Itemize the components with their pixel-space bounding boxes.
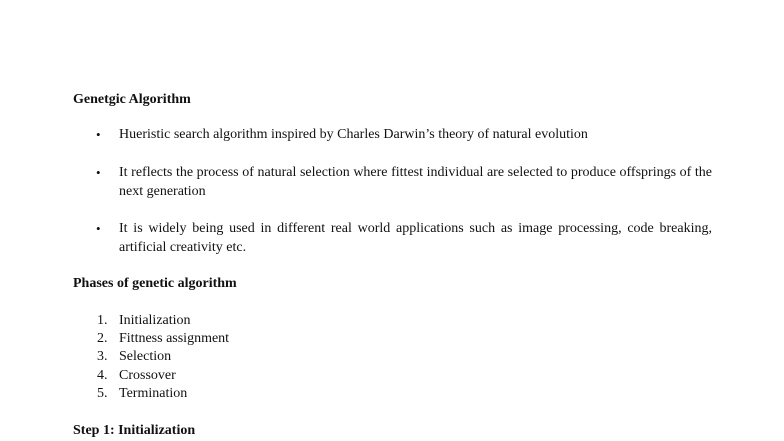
phase-label: Termination xyxy=(119,386,188,401)
phase-label: Selection xyxy=(119,349,172,364)
step1-heading: Step 1: Initialization xyxy=(73,423,196,438)
phase-number: 5. xyxy=(97,386,108,401)
section-title: Genetgic Algorithm xyxy=(73,92,191,107)
phase-label: Initialization xyxy=(119,313,191,328)
phase-item-2 xyxy=(97,330,229,349)
bullet-icon: • xyxy=(96,127,101,142)
bullet-icon: • xyxy=(96,165,101,180)
bullet-text-2: It reflects the process of natural selection where fittest individual are selected to produce offsprings of the next generation xyxy=(119,165,712,199)
phase-number: 4. xyxy=(97,368,108,383)
phase-number: 1. xyxy=(97,313,108,328)
phases-heading: Phases of genetic algorithm xyxy=(73,276,237,291)
phase-item-4 xyxy=(97,367,176,386)
bullet-icon: • xyxy=(96,221,101,236)
phase-number: 2. xyxy=(97,331,108,346)
phase-item-3 xyxy=(97,348,171,367)
bullet-text-3: It is widely being used in different real world applications such as image processing, code breaking, artificial creativity etc. xyxy=(119,221,712,255)
phase-number: 3. xyxy=(97,349,108,364)
bullet-text-1: Hueristic search algorithm inspired by Charles Darwin’s theory of natural evolution xyxy=(119,127,588,142)
phase-item-5 xyxy=(97,385,187,404)
phase-label: Crossover xyxy=(119,368,176,383)
phase-item-1 xyxy=(97,312,191,331)
phase-label: Fittness assignment xyxy=(119,331,230,346)
